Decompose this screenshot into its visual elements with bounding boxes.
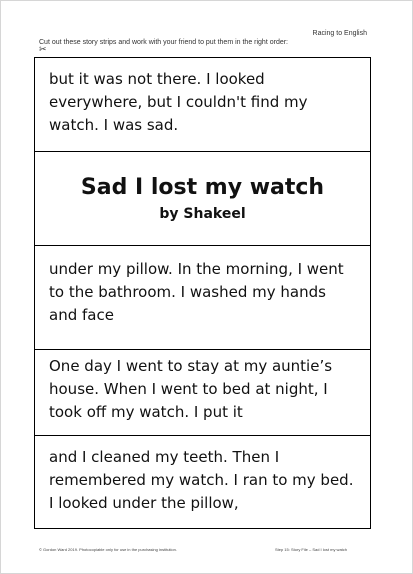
story-strip-1: but it was not there. I looked everywhere, but I couldn't find my watch. I was sad. — [49, 70, 308, 134]
story-title: Sad I lost my watch — [80, 175, 325, 200]
scissors-icon: ✂ — [39, 45, 47, 55]
story-strip-4: One day I went to stay at my auntie’s house. When I went to bed at night, I took off my watch. I put it — [35, 349, 370, 435]
footer-copyright: © Gordon Ward 2019. Photocopiable only for use in the purchasing institution. — [39, 547, 177, 552]
story-strip-5: and I cleaned my teeth. Then I remembered my watch. I ran to my bed. I looked under the pillow, — [35, 435, 370, 528]
story-strips — [34, 57, 371, 529]
instruction-text: Cut out these story strips and work with your friend to put them in the right order: — [39, 39, 289, 46]
series-title: Racing to English — [312, 30, 367, 37]
story-title-strip — [35, 151, 370, 245]
story-strip-3: under my pillow. In the morning, I went to the bathroom. I washed my hands and face — [35, 245, 370, 349]
footer-reference: Step 15: Story File – Sad I lost my watch — [274, 547, 347, 552]
story-byline: by Shakeel — [159, 206, 246, 222]
